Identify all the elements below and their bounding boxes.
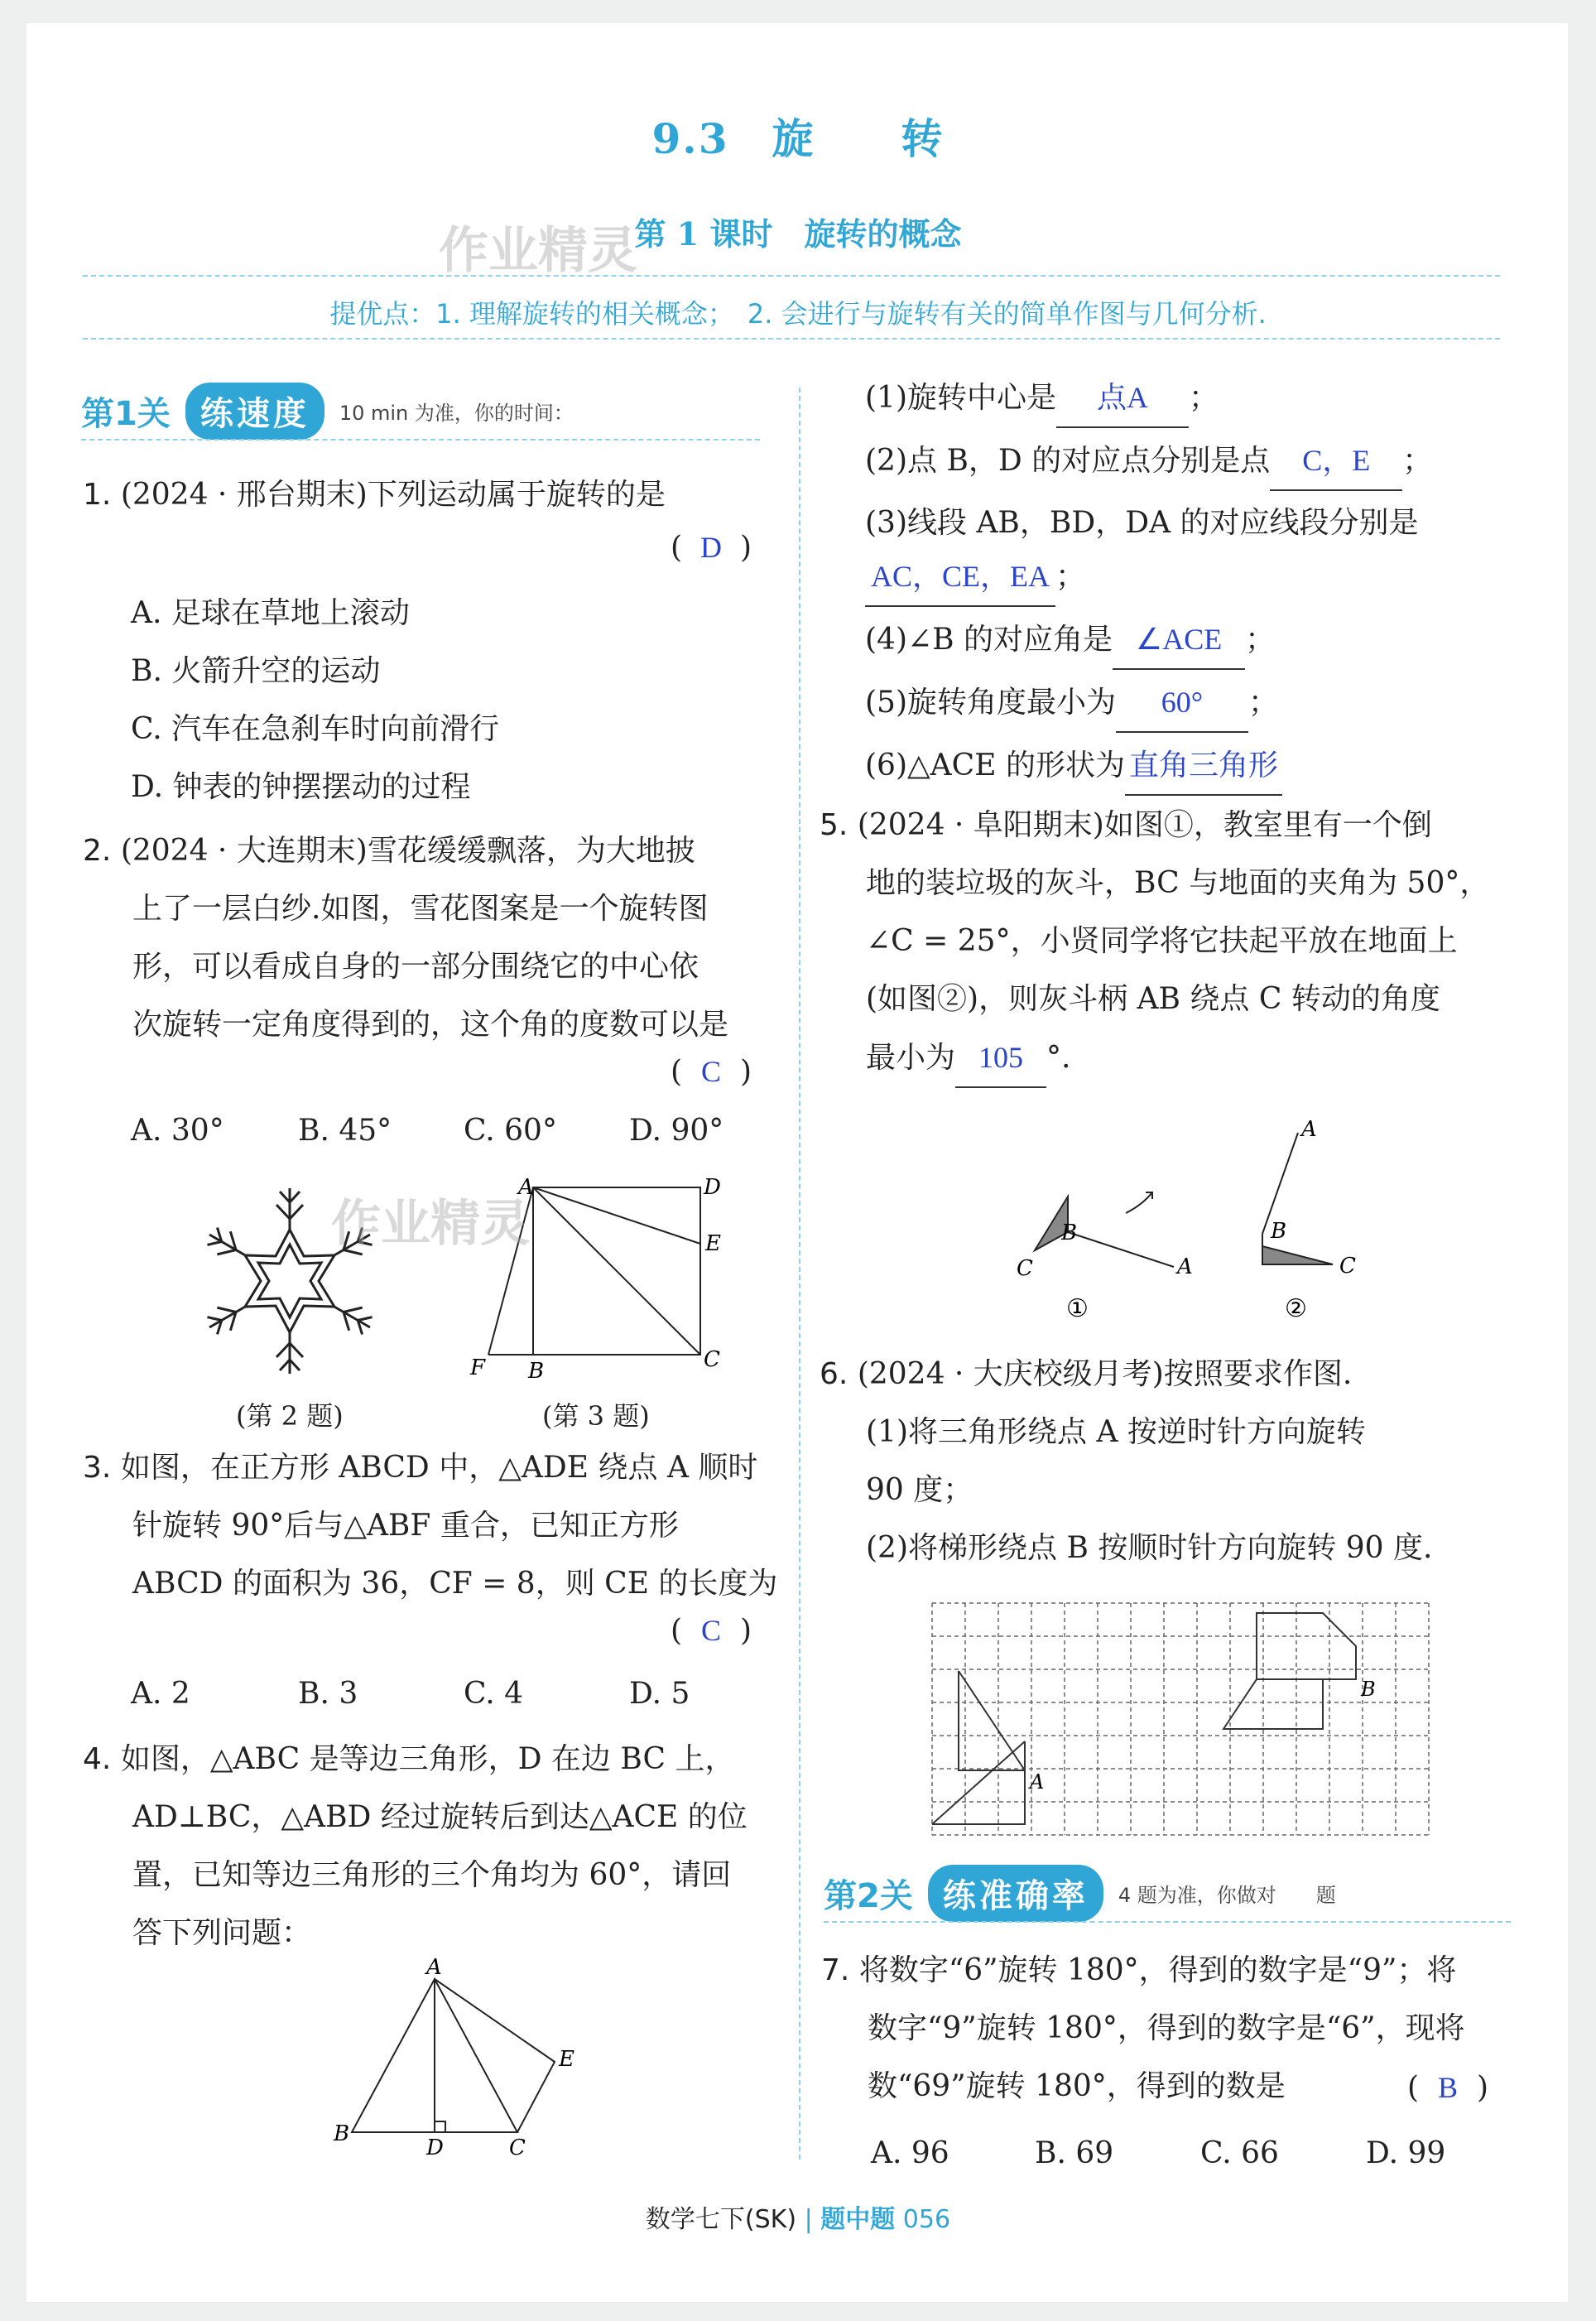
question-2 [83,822,795,1054]
option: B. 69 [1035,2136,1114,2170]
question-line: 如图，在正方形 ABCD 中，△ADE 绕点 A 顺时 [120,1451,758,1485]
part-text: (5)旋转角度最小为 [865,686,1116,720]
fig-label: E [559,2047,574,2072]
question-line: 数字“9”旋转 180°，得到的数字是“6”，现将 [868,2011,1465,2045]
footer-book: 数学七下(SK) [645,2205,797,2234]
question-line: 地的装垃圾的灰斗，BC 与地面的夹角为 50°， [866,866,1490,900]
question-line: (如图②)，则灰斗柄 AB 绕点 C 转动的角度 [866,982,1440,1016]
option: C. 60° [464,1114,557,1148]
column-separator [799,388,800,2160]
level1-header [81,383,574,440]
divider [83,275,1500,277]
fig-label: A [426,1955,442,1980]
answer-paren: ( C ) [671,1055,752,1089]
option: C. 66 [1200,2136,1279,2170]
figure-caption: (第 2 题) [236,1400,344,1432]
question-line: (2024 · 阜阳期末)如图①，教室里有一个倒 [857,808,1432,842]
question-number: 6. [820,1357,848,1391]
option: D. 90° [629,1114,724,1148]
option: B. 45° [298,1114,392,1148]
q4-part [865,494,1527,607]
question-line: 最小为 [866,1041,956,1075]
page-footer: 数学七下(SK) | 题中题 056 [645,2205,951,2234]
q4-part [865,736,1527,796]
question-6 [820,1346,1531,1577]
fig-label: F [470,1356,486,1380]
q4-part [865,673,1527,733]
triangle-figure [327,1955,600,2160]
option: A. 2 [131,1677,190,1711]
answer: 60° [1116,673,1248,733]
answer: C [701,1055,722,1088]
question-line: 如图，△ABC 是等边三角形，D 在边 BC 上， [120,1742,735,1776]
part-text: (2)点 B，D 的对应点分别是点 [865,444,1271,478]
part-text: (6)△ACE 的形状为 [865,749,1125,782]
question-line: AD⊥BC，△ABD 经过旋转后到达△ACE 的位 [132,1800,748,1834]
question-text: (2024 · 邢台期末)下列运动属于旋转的是 [120,478,666,512]
answer: B [1438,2071,1459,2104]
fig-label: A [518,1175,534,1200]
q4-part [865,368,1527,428]
level-pill: 练准确率 [928,1865,1103,1922]
level-number: 第1关 [81,395,171,433]
part-text: (3)线段 AB，BD，DA 的对应线段分别是 [865,506,1419,540]
grid-figure [925,1596,1464,1828]
q4-parts [865,368,1527,796]
level-number: 第2关 [824,1877,913,1915]
fig-label: A [1177,1254,1193,1279]
q4-part [865,431,1527,491]
question-line: 将数字“6”旋转 180°，得到的数字是“9”；将 [858,1953,1457,1987]
fig-label: D [426,2136,444,2160]
fig-label: C [1017,1256,1033,1281]
answer-paren: ( D ) [671,531,752,565]
question-line: (1)将三角形绕点 A 按逆时针方向旋转 [866,1415,1366,1449]
answer: C [701,1614,722,1647]
answer: ∠ACE [1113,610,1245,670]
question-1 [83,466,778,524]
fig-label: D [704,1175,721,1200]
question-5 [820,797,1531,1088]
option: D. 99 [1366,2136,1446,2170]
answer: C，E [1270,431,1402,491]
question-line: (2)将梯形绕点 B 按顺时针方向旋转 90 度. [866,1531,1433,1565]
part-text: ； [1248,686,1279,720]
fig-label: C [1339,1254,1356,1278]
option: B. 3 [298,1677,358,1711]
divider [824,1921,1511,1923]
fig-label: A [1301,1117,1317,1142]
part-text: ； [1189,381,1219,415]
question-number: 2. [83,834,112,868]
divider [83,338,1500,339]
question-number: 3. [83,1451,112,1485]
q4-part [865,610,1527,670]
fig-label: B [1061,1221,1078,1245]
lesson-title: 第 1 课时 旋转的概念 [634,215,962,253]
fig-label: C [509,2136,526,2160]
fig-label: B [1361,1678,1376,1701]
fig-label: B [334,2121,350,2146]
question-line: 形，可以看成自身的一部分围绕它的中心依 [132,950,699,984]
question-4 [83,1731,795,1962]
level-pill: 练速度 [185,383,324,440]
answer: 点A [1056,368,1189,428]
option: D. 5 [629,1677,690,1711]
footer-page: 056 [902,2205,951,2234]
option: A. 足球在草地上滚动 [131,596,410,630]
part-text: ； [1402,444,1433,478]
question-line: ABCD 的面积为 36，CF = 8，则 CE 的长度为 [132,1567,778,1601]
fig-caption: ① [1066,1294,1089,1323]
question-line: (2024 · 大连期末)雪花缓缓飘落，为大地披 [120,834,695,868]
tips-line: 提优点：1. 理解旋转的相关概念； 2. 会进行与旋转有关的简单作图与几何分析. [329,298,1267,330]
answer: D [700,531,723,564]
fig-label: A [1030,1770,1045,1794]
level-note: 10 min 为准，你的时间： [339,402,574,425]
part-text: (1)旋转中心是 [865,381,1056,415]
question-line: 置，已知等边三角形的三个角均为 60°，请回 [132,1858,732,1892]
question-number: 5. [820,808,848,842]
question-line: 90 度； [866,1473,973,1507]
option: A. 30° [131,1114,224,1148]
fig-label: C [704,1347,720,1372]
question-line: 数“69”旋转 180°，得到的数是 [868,2069,1286,2103]
fig-label: B [528,1359,545,1384]
option: C. 汽车在急刹车时向前滑行 [131,712,500,746]
question-number: 1. [83,478,112,512]
level2-header [824,1865,1336,1922]
fig-label: E [705,1231,721,1256]
option: B. 火箭升空的运动 [131,654,381,688]
level-note: 4 题为准，你做对 题 [1118,1884,1336,1907]
divider [81,439,760,441]
question-line: ∠C = 25°，小贤同学将它扶起平放在地面上 [866,924,1458,958]
part-text: ； [1055,560,1086,594]
question-number: 7. [821,1953,850,1987]
question-line: 答下列问题： [132,1916,312,1950]
watermark: 作业精灵 [331,1195,530,1253]
answer: AC，CE，EA [865,547,1055,607]
answer-paren: ( C ) [671,1614,752,1648]
answer: 直角三角形 [1125,736,1282,796]
question-3 [83,1439,795,1613]
section-title: 9.3 旋 转 [651,114,945,163]
part-text: (4)∠B 的对应角是 [865,623,1113,657]
dustpan-figure [1002,1110,1382,1341]
option: C. 4 [464,1677,524,1711]
question-text: (2024 · 大庆校级月考)按照要求作图. [857,1357,1353,1391]
option: D. 钟表的钟摆摆动的过程 [131,770,471,804]
question-line: 上了一层白纱.如图，雪花图案是一个旋转图 [132,892,709,926]
part-text: ； [1245,623,1276,657]
answer: 105 [955,1028,1046,1088]
footer-brand: 题中题 [820,2205,896,2234]
option: A. 96 [871,2136,949,2170]
question-number: 4. [83,1742,112,1776]
question-line: °. [1046,1041,1071,1075]
question-line: 次旋转一定角度得到的，这个角的度数可以是 [132,1008,729,1042]
watermark: 作业精灵 [439,222,637,280]
answer-paren: ( B ) [1407,2071,1489,2105]
fig-label: B [1271,1219,1287,1244]
fig-caption: ② [1285,1294,1307,1323]
figure-caption: (第 3 题) [542,1400,650,1432]
question-line: 针旋转 90°后与△ABF 重合，已知正方形 [132,1509,679,1543]
